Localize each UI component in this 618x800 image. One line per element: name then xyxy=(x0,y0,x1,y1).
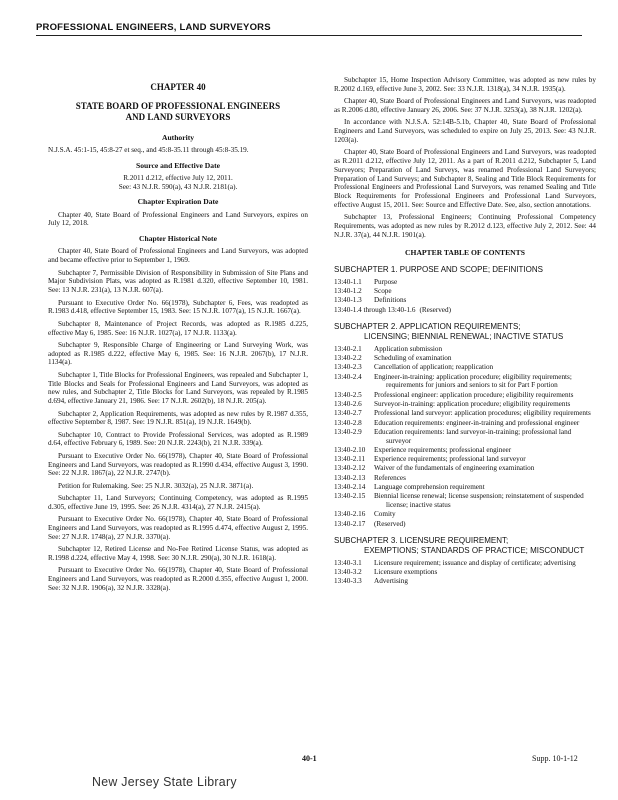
chapter-title xyxy=(48,101,308,123)
section-number: 13:40-1.4 through 13:40-1.6 xyxy=(334,305,416,314)
toc-entry xyxy=(334,306,596,315)
source-line2: See: 43 N.J.R. 590(a), 43 N.J.R. 2181(a). xyxy=(118,182,238,191)
section-number: 13:40-1.1 xyxy=(334,277,362,286)
history-notes-continued xyxy=(334,76,596,240)
toc-entry xyxy=(334,363,596,372)
section-title: Scope xyxy=(374,286,392,295)
toc-entry xyxy=(334,419,596,428)
section-title: Engineer-in-training: application procedure; eligibility requirements; requirements for juniors and seniors to sit for Part F portion xyxy=(374,372,572,390)
toc-entry xyxy=(334,568,596,577)
section-title: (Reserved) xyxy=(419,305,451,314)
toc-entry xyxy=(334,400,596,409)
toc-entry xyxy=(334,287,596,296)
chapter-title-line2: AND LAND SURVEYORS xyxy=(125,111,231,122)
subchapter-heading xyxy=(334,536,596,556)
history-note: Chapter 40, State Board of Professional Engineers and Land Surveyors, was readopted as R.2006 d.80, effective January 26, 2006. See: 37 N.J.R. 3253(a), 38 N.J.R. 1202(a). xyxy=(334,97,596,114)
history-note: Subchapter 13, Professional Engineers; Continuing Professional Competency Requirements, was adopted as new rules by R.2012 d.123, effective July 2, 2012. See: 44 N.J.R. 37(a), 44 N.J.R. 1901(a). xyxy=(334,213,596,239)
history-note: Subchapter 12, Retired License and No-Fee Retired License Status, was adopted as R.1998 d.224, effective May 4, 1998. See: 30 N.J.R. 290(a), 30 N.J.R. 1618(a). xyxy=(48,545,308,563)
right-column xyxy=(334,76,596,587)
toc-entry xyxy=(334,559,596,568)
expiration-text: Chapter 40, State Board of Professional Engineers and Land Surveyors, expires on July 12, 2018. xyxy=(48,210,308,228)
section-number: 13:40-2.4 xyxy=(334,372,362,381)
history-note: Subchapter 2, Application Requirements, was adopted as new rules by R.1987 d.355, effective September 8, 1987. See: 19 N.J.R. 851(a), 19 N.J.R. 1649(b). xyxy=(48,409,308,427)
section-number: 13:40-2.2 xyxy=(334,354,362,363)
section-title: Education requirements: land surveyor-in-training; professional land surveyor xyxy=(374,427,572,445)
history-note: Subchapter 7, Permissible Division of Responsibility in Submission of Site Plans and Major Subdivision Plats, was adopted as R.1981 d.320, effective September 10, 1981. See: 13 N.J.R. 231(a), 13 N.J.R. 607(a). xyxy=(48,268,308,295)
section-number: 13:40-2.10 xyxy=(334,445,366,454)
section-number: 13:40-2.6 xyxy=(334,399,362,408)
left-column xyxy=(48,82,308,596)
chapter-number: CHAPTER 40 xyxy=(150,82,206,92)
section-title: Scheduling of examination xyxy=(374,354,452,363)
page-number: 40-1 xyxy=(302,754,317,763)
section-number: 13:40-2.11 xyxy=(334,455,366,464)
subchapter-heading xyxy=(334,322,596,342)
authority-heading: Authority xyxy=(161,132,195,142)
toc-entry xyxy=(334,354,596,363)
section-title: References xyxy=(374,473,406,482)
section-title: Definitions xyxy=(374,296,407,305)
section-number: 13:40-2.1 xyxy=(334,344,362,353)
history-note: Subchapter 11, Land Surveyors; Continuing Competency, was adopted as R.1995 d.305, effective June 19, 1995. See: 26 N.J.R. 4314(a), 27 N.J.R. 2415(a). xyxy=(48,494,308,511)
authority-text: N.J.S.A. 45:1-15, 45:8-27 et seq., and 45:8-35.11 through 45:8-35.19. xyxy=(48,145,249,154)
section-title: Education requirements: engineer-in-training and professional engineer xyxy=(374,418,580,427)
history-note: Subchapter 10, Contract to Provide Professional Services, was adopted as R.1989 d.64, effective February 6, 1989. See: 20 N.J.R. 2243(b), 21 N.J.R. 339(a). xyxy=(48,430,308,448)
section-title: Licensure exemptions xyxy=(374,568,438,577)
subchapter-title-cont: EXEMPTIONS; STANDARDS OF PRACTICE; MISCONDUCT xyxy=(364,546,585,556)
subchapter-title: SUBCHAPTER 2. APPLICATION REQUIREMENTS; xyxy=(334,322,521,332)
section-title: Language comprehension requirement xyxy=(374,483,485,491)
section-number: 13:40-2.14 xyxy=(334,483,366,491)
history-heading: Chapter Historical Note xyxy=(139,234,217,244)
section-title: Application submission xyxy=(374,344,443,353)
section-title: Professional land surveyor: application procedures; eligibility requirements xyxy=(374,409,591,418)
section-number: 13:40-2.17 xyxy=(334,519,366,528)
section-title: Cancellation of application; reapplication xyxy=(374,363,494,372)
history-note: Pursuant to Executive Order No. 66(1978), Subchapter 6, Fees, was readopted as R.1983 d.418, effective September 15, 1983. See: 15 N.J.R. 1077(a), 15 N.J.R. 1667(a). xyxy=(48,298,308,316)
section-title: Professional engineer: application procedure; eligibility requirements xyxy=(374,390,574,399)
expiration-heading: Chapter Expiration Date xyxy=(137,197,219,207)
history-note: Pursuant to Executive Order No. 66(1978), Chapter 40, State Board of Professional Engineers and Land Surveyors, was readopted as R.1995 d.474, effective August 2, 1995. See: 27 N.J.R. 1748(a), 27 N.J.R. 3370(a). xyxy=(48,515,308,541)
section-title: Advertising xyxy=(374,577,408,586)
section-number: 13:40-2.15 xyxy=(334,492,366,501)
toc-entry xyxy=(334,455,596,464)
toc-entry xyxy=(334,345,596,354)
history-note: Subchapter 1, Title Blocks for Professional Engineers, was repealed and Subchapter 1, Title Blocks and Seals for Professional Engineers and Land Surveyors, was adopted as new rules, and Subchapter 2, Title Blocks for Land Surveyors, was repealed by R.1985 d.694, effective January 21, 1986. See: 17 N.J.R. 2602(b), 18 N.J.R. 205(a). xyxy=(48,370,308,406)
history-note: Subchapter 15, Home Inspection Advisory Committee, was adopted as new rules by R.2002 d.169, effective June 3, 2002. See: 33 N.J.R. 1318(a), 34 N.J.R. 1935(a). xyxy=(334,76,596,93)
section-title: Experience requirements; professional engineer xyxy=(374,445,512,454)
toc-entry xyxy=(334,391,596,400)
toc-entry xyxy=(334,520,596,529)
section-number: 13:40-2.7 xyxy=(334,409,362,418)
subchapter-title: SUBCHAPTER 1. PURPOSE AND SCOPE; DEFINITIONS xyxy=(334,264,543,274)
section-number: 13:40-3.1 xyxy=(334,558,362,567)
history-note: Pursuant to Executive Order No. 66(1978), Chapter 40, State Board of Professional Engineers and Land Surveyors, was readopted as R.1990 d.434, effective August 3, 1990. See: 22 N.J.R. 1867(a), 22 N.J.R. 2747(b). xyxy=(48,451,308,478)
history-note: In accordance with N.J.S.A. 52:14B-5.1b, Chapter 40, State Board of Professional Engineers and Land Surveyors, was scheduled to expire on July 25, 2013. See: 43 N.J.R. 1203(a). xyxy=(334,118,596,144)
toc-heading: CHAPTER TABLE OF CONTENTS xyxy=(405,247,525,257)
toc-entry xyxy=(334,446,596,455)
section-number: 13:40-2.13 xyxy=(334,473,366,482)
section-number: 13:40-2.9 xyxy=(334,427,362,436)
subchapter-title: SUBCHAPTER 3. LICENSURE REQUIREMENT; xyxy=(334,536,509,546)
toc-entry xyxy=(334,464,596,473)
section-number: 13:40-3.2 xyxy=(334,568,362,577)
toc-entry xyxy=(334,510,596,519)
section-title: Experience requirements; professional land surveyor xyxy=(374,455,526,464)
source-heading: Source and Effective Date xyxy=(135,160,220,170)
history-note: Subchapter 8, Maintenance of Project Records, was adopted as R.1985 d.225, effective May 6, 1985. See: 16 N.J.R. 1027(a), 17 N.J.R. 1133(a). xyxy=(48,319,308,337)
section-number: 13:40-2.16 xyxy=(334,510,366,519)
toc-entry xyxy=(334,483,596,492)
table-of-contents xyxy=(334,265,596,586)
history-notes xyxy=(48,247,308,592)
section-number: 13:40-2.5 xyxy=(334,390,362,399)
supplement-date: Supp. 10-1-12 xyxy=(532,754,578,763)
toc-entry xyxy=(334,296,596,305)
chapter-title-line1: STATE BOARD OF PROFESSIONAL ENGINEERS xyxy=(75,100,281,111)
subchapter-heading xyxy=(334,265,596,275)
section-number: 13:40-1.3 xyxy=(334,296,362,305)
toc-entry xyxy=(334,492,596,510)
toc-entry xyxy=(334,577,596,586)
toc-entry xyxy=(334,409,596,418)
section-number: 13:40-2.12 xyxy=(334,464,366,473)
section-title: Licensure requirement; issuance and display of certificate; advertising xyxy=(374,558,576,567)
section-number: 13:40-3.3 xyxy=(334,577,362,586)
history-note: Pursuant to Executive Order No. 66(1978), Chapter 40, State Board of Professional Engineers and Land Surveyors, was readopted as R.2000 d.355, effective August 1, 2000. See: 32 N.J.R. 1906(a), 32 N.J.R. 3328(a). xyxy=(48,566,308,592)
library-stamp: New Jersey State Library xyxy=(92,774,237,789)
history-note: Subchapter 9, Responsible Charge of Engineering or Land Surveying Work, was adopted as R.1985 d.222, effective May 6, 1985. See: 16 N.J.R. 2067(b), 17 N.J.R. 1134(a). xyxy=(48,340,308,367)
history-note: Chapter 40, State Board of Professional Engineers and Land Surveyors, was adopted and became effective prior to September 1, 1969. xyxy=(48,247,308,265)
history-note: Chapter 40, State Board of Professional Engineers and Land Surveyors, was readopted as R.2011 d.212, effective July 12, 2011. As a part of R.2011 d.212, Subchapter 5, Land Surveyors; Preparation of Land Surveys, was renamed Professional Land Surveyors; Preparation of Land Surveys; and Subchapter 8, Sealing and Title Block Requirements for Professional Engineers and Professional Land Surveyors, was renamed Sealing and Title Block Requirements for Professional Engineers and Professional Land Surveyors, effective August 15, 2011. See: Source and Effective Date. See, also, section annotations. xyxy=(334,148,596,209)
section-title: (Reserved) xyxy=(374,519,406,528)
history-note: Petition for Rulemaking. See: 25 N.J.R. 3032(a), 25 N.J.R. 3871(a). xyxy=(58,481,254,490)
section-title: Purpose xyxy=(374,277,398,286)
toc-entry xyxy=(334,428,596,446)
section-number: 13:40-1.2 xyxy=(334,286,362,295)
toc-entry xyxy=(334,474,596,483)
source-line1: R.2011 d.212, effective July 12, 2011. xyxy=(123,173,233,182)
toc-entry xyxy=(334,278,596,287)
toc-entry xyxy=(334,373,596,391)
section-title: Surveyor-in-training: application procedure; eligibility requirements xyxy=(374,399,571,408)
running-header: PROFESSIONAL ENGINEERS, LAND SURVEYORS xyxy=(36,22,582,36)
section-number: 13:40-2.3 xyxy=(334,363,362,372)
section-title: Waiver of the fundamentals of engineering examination xyxy=(374,464,535,473)
section-title: Comity xyxy=(374,510,396,519)
section-title: Biennial license renewal; license suspension; reinstatement of suspended license; inactive status xyxy=(374,492,584,510)
subchapter-title-cont: LICENSING; BIENNIAL RENEWAL; INACTIVE STATUS xyxy=(364,332,564,342)
section-number: 13:40-2.8 xyxy=(334,418,362,427)
